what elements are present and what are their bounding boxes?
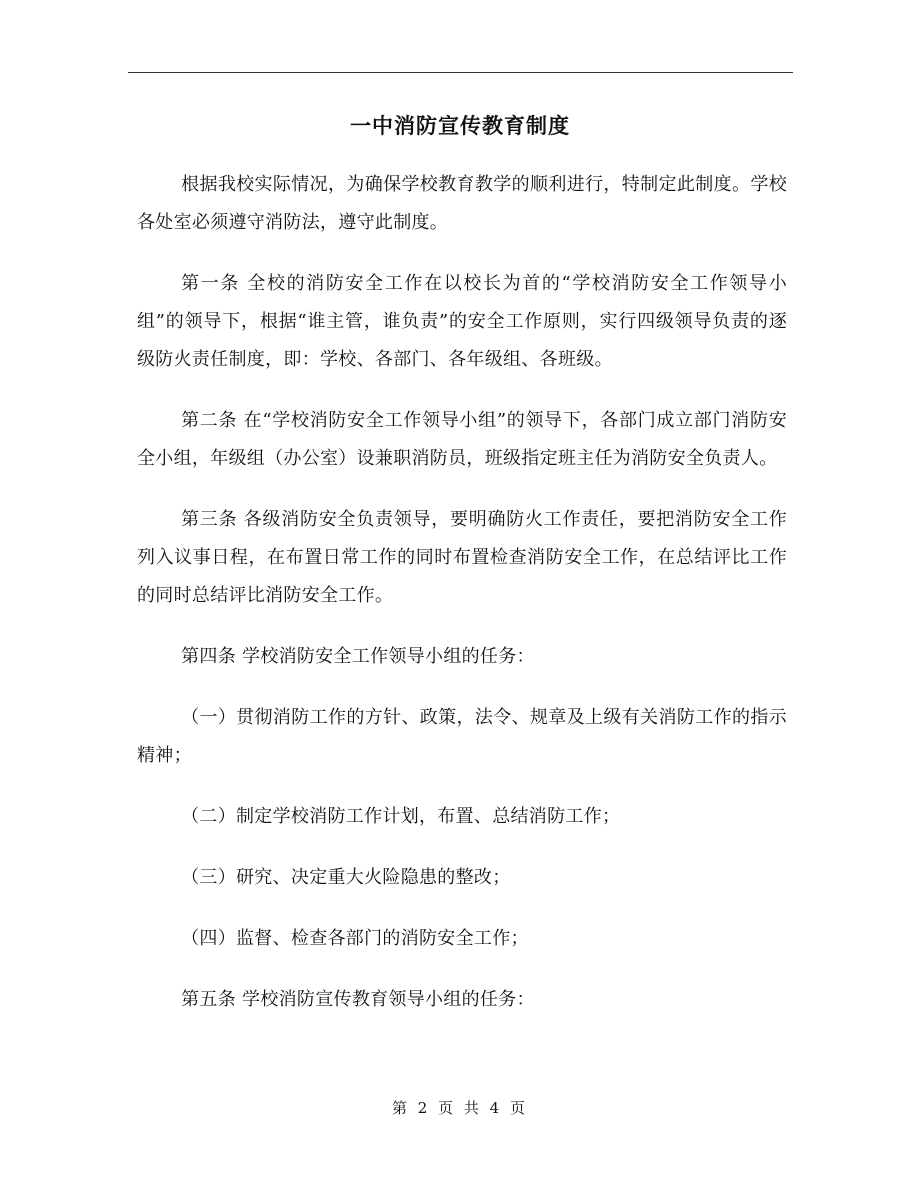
paragraph-item-1: （一）贯彻消防工作的方针、政策，法令、规章及上级有关消防工作的指示精神； [137,707,787,766]
document-title: 一中消防宣传教育制度 [350,114,570,138]
paragraph-article-1: 第一条 全校的消防安全工作在以校长为首的“学校消防安全工作领导小组”的领导下，根据“谁主管，谁负责”的安全工作原则，实行四级领导负责的逐级防火责任制度，即：学校、各部门、各年级组、各班级。 [137,273,787,370]
paragraph-item-2: （二）制定学校消防工作计划，布置、总结消防工作； [181,806,621,827]
paragraph-article-4: 第四条 学校消防安全工作领导小组的任务： [181,646,535,667]
paragraph-item-3: （三）研究、决定重大火险隐患的整改； [181,867,511,888]
paragraph-item-4: （四）监督、检查各部门的消防安全工作； [181,928,529,949]
paragraph-article-2: 第二条 在“学校消防安全工作领导小组”的领导下，各部门成立部门消防安全小组，年级组（办公室）设兼职消防员，班级指定班主任为消防安全负责人。 [137,410,787,469]
paragraph-article-5: 第五条 学校消防宣传教育领导小组的任务： [181,989,535,1010]
page-number-footer: 第 2 页 共 4 页 [392,1099,528,1117]
document-body [137,166,787,1042]
paragraph-article-3: 第三条 各级消防安全负责领导，要明确防火工作责任，要把消防安全工作列入议事日程，在布置日常工作的同时布置检查消防安全工作，在总结评比工作的同时总结评比消防安全工作。 [137,509,787,606]
header-rule [128,72,793,73]
paragraph-intro: 根据我校实际情况，为确保学校教育教学的顺利进行，特制定此制度。学校各处室必须遵守消防法，遵守此制度。 [137,174,787,233]
